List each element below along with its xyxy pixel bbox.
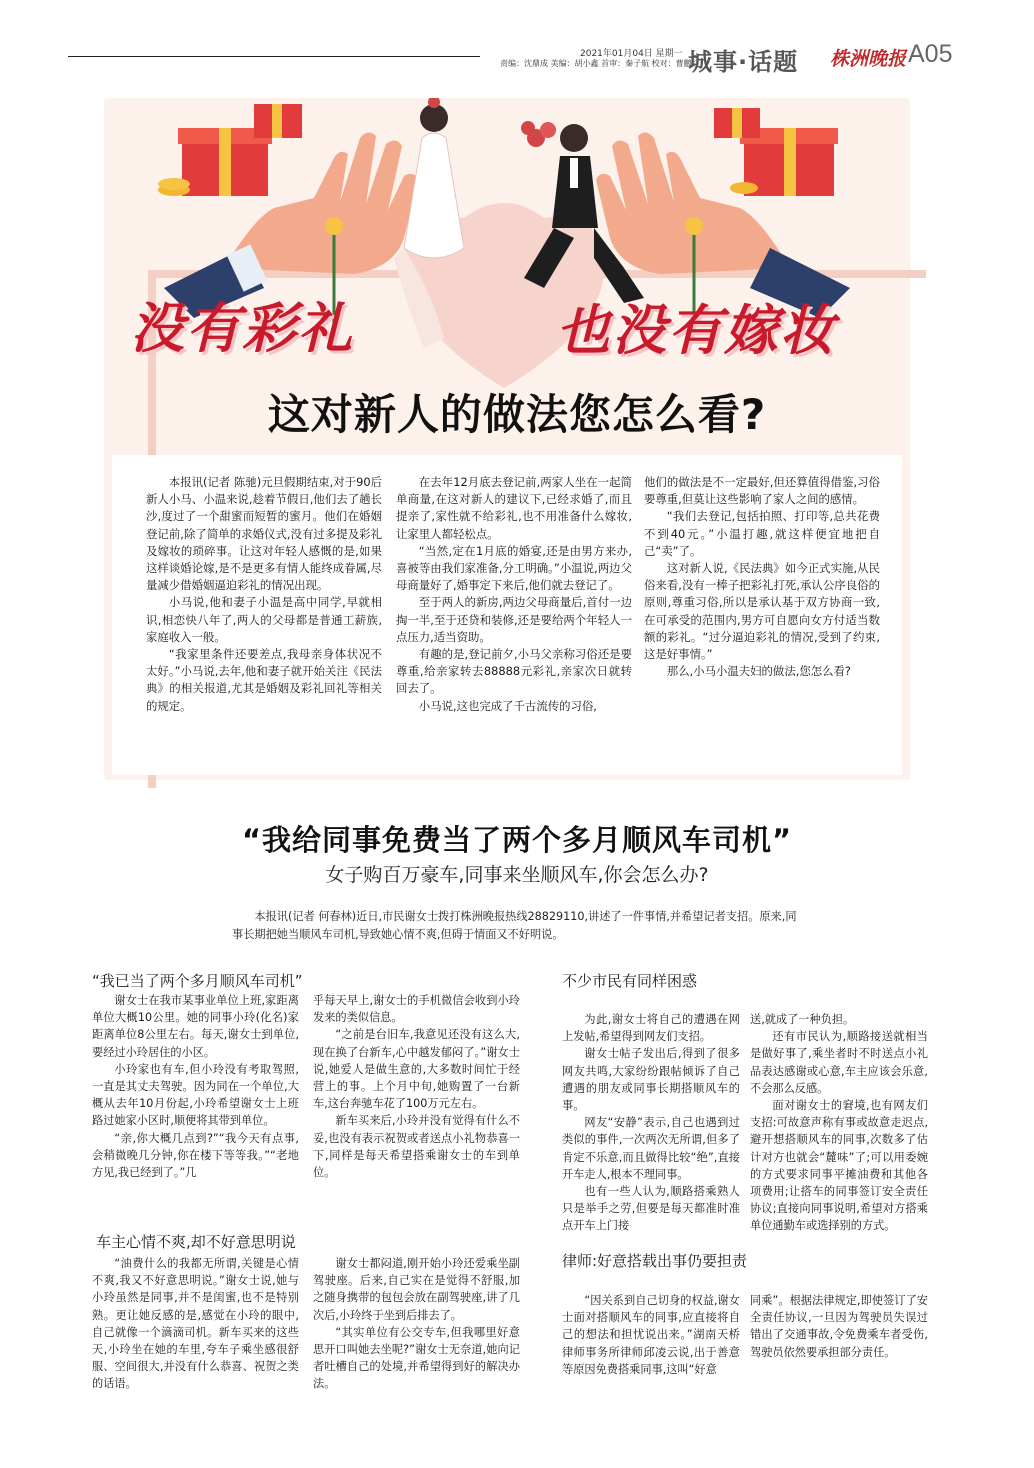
story1-column-1 — [146, 474, 382, 715]
story1-column-2 — [396, 474, 632, 715]
paragraph: “油费什么的我都无所谓,关键是心情不爽,我又不好意思明说。”谢女士说,她与小玲虽然是同事,并不是闺蜜,也不是特别熟。更让她反感的是,感觉在小玲的眼中,自己就像一个滴滴司机。新车买来的这些天,小玲坐在她的车里,夸车子乘坐感很舒服、空间很大,并没有什么恭喜、祝贺之类的话语。 — [92, 1257, 299, 1391]
editors-line: 责编：沈鼎成 美编：胡小鑫 首审：秦子航 校对：曹鹏红 — [500, 59, 700, 68]
paragraph: 他们的做法是不一定最好,但还算值得借鉴,习俗要尊重,但莫让这些影响了家人之间的感情。 — [644, 475, 880, 507]
story2-title: “我给同事免费当了两个多月顺风车司机” — [241, 823, 793, 857]
dateline: 2021年01月04日 星期一 — [580, 49, 683, 59]
paragraph: 网友“安静”表示,自己也遇到过类似的事件,一次两次无所谓,但多了肯定不乐意,而且做得比较“绝”,直接开车走人,根本不理同事。 — [562, 1116, 740, 1181]
story1-column-3 — [644, 474, 880, 680]
paragraph: 小马说,这也完成了千古流传的习俗, — [418, 698, 597, 713]
paragraph: 为此,谢女士将自己的遭遇在网上发帖,希望得到网友们支招。 — [562, 1013, 740, 1044]
paragraph: 送,就成了一种负担。 — [750, 1013, 855, 1026]
headline-left: 没有彩礼 — [130, 297, 354, 360]
paragraph: 本报讯(记者 何春林)近日,市民谢女士拨打株洲晚报热线28829110,讲述了一件事情,并希望记者支招。原来,同事长期把她当顺风车司机,导致她心情不爽,但碍于情面又不好明说。 — [232, 910, 797, 941]
headline-right: 也没有嫁妆 — [556, 299, 836, 362]
story2-subtitle: 女子购百万豪车,同事来坐顺风车,你会怎么办? — [325, 864, 709, 886]
paragraph: 乎每天早上,谢女士的手机微信会收到小玲发来的类似信息。 — [313, 994, 520, 1025]
paragraph: 谢女士在我市某事业单位上班,家距离单位大概10公里。她的同事小玲(化名)家距离单位8公里左右。每天,谢女士到单位,要经过小玲居住的小区。 — [92, 994, 299, 1059]
subhead-1: “我已当了两个多月顺风车司机” — [92, 972, 303, 990]
paragraph: “其实单位有公交专车,但我哪里好意思开口叫她去坐呢?”谢女士无奈道,她向记者吐槽自己的处境,并希望得到好的解决办法。 — [313, 1325, 520, 1391]
subhead-2: 车主心情不爽,却不好意思明说 — [96, 1233, 296, 1251]
story2-column-b — [313, 992, 520, 1181]
paragraph: 那么,小马小温夫妇的做法,您怎么看? — [666, 664, 851, 679]
header-rule — [68, 56, 480, 57]
subhead-3: 不少市民有同样困惑 — [562, 972, 698, 990]
subhead-4: 律师:好意搭载出事仍要担责 — [562, 1252, 748, 1270]
story2-lead — [232, 908, 802, 944]
paragraph: “我家里条件还要差点,我母亲身体状况不太好。”小马说,去年,他和妻子就开始关注《民法典》的相关报道,尤其是婚姻及彩礼回礼等相关的规定。 — [146, 647, 382, 713]
section-title: 城事·话题 — [688, 48, 799, 76]
paragraph: 在去年12月底去登记前,两家人坐在一起简单商量,在这对新人的建议下,已经求婚了,而且提亲了,家性就不给彩礼,也不用准备什么嫁妆,让家里人都轻松点。 — [396, 475, 632, 541]
story2-column-g — [562, 1292, 740, 1378]
story2-column-a — [92, 992, 299, 1181]
paragraph: 小马说,他和妻子小温是高中同学,早就相识,相恋快八年了,两人的父母都是普通工薪族,家庭收入一般。 — [146, 595, 382, 644]
page-number: A05 — [908, 40, 953, 68]
paragraph: 本报讯(记者 陈驰)元旦假期结束,对于90后新人小马、小温来说,趁着节假日,他们去了趟长沙,度过了一个甜蜜而短暂的蜜月。他们在婚姻登记前,除了简单的求婚仪式,没有过多提及彩礼及嫁妆的琐碎事。让这对年轻人感慨的是,如果这样谈婚论嫁,是不是更多有情人能终成眷属,尽量减少借婚姻逼迫彩礼的情况出现。 — [146, 475, 382, 593]
paragraph: “亲,你大概几点到?”“我今天有点事,会稍微晚几分钟,你在楼下等等我。”“老地方见,我已经到了。”几 — [92, 1131, 299, 1180]
paragraph: “当然,定在1月底的婚宴,还是由男方来办,喜被等由我们家准备,分工明确。”小温说,两边父母商量好了,婚事定下来后,他们就去登记了。 — [396, 543, 632, 593]
paragraph: 小玲家也有车,但小玲没有考取驾照,一直是其丈夫驾驶。因为同在一个单位,大概从去年10月份起,小玲希望谢女士上班路过她家小区时,顺便将其带到单位。 — [92, 1062, 299, 1128]
paragraph: 有趣的是,登记前夕,小马父亲称习俗还是要尊重,给亲家转去88888元彩礼,亲家次日就转回去了。 — [396, 647, 632, 696]
paragraph: 同乘”。根据法律规定,即使签订了安全责任协议,一旦因为驾驶员失误过错出了交通事故,令免费乘车者受伤,驾驶员依然要承担部分责任。 — [750, 1294, 928, 1359]
gift-box-icon — [158, 104, 302, 196]
story1-title: 这对新人的做法您怎么看? — [267, 390, 767, 439]
paragraph: 新车买来后,小玲并没有觉得有什么不妥,也没有表示祝贺或者送点小礼物恭喜一下,同样是每天希望搭乘谢女士的车到单位。 — [313, 1114, 520, 1180]
paragraph: 面对谢女士的窘境,也有网友们支招:可故意声称有事或故意走迟点,避开想搭顺风车的同事,次数多了估计对方也就会“麓味”了;可以用委婉的方式要求同事平摊油费和其他各项费用;让搭车的同事签订安全责任协议;直接向同事说明,希望对方搭乘单位通勤车或选择别的方式。 — [750, 1099, 928, 1233]
newspaper-logo: 株洲晚报 — [830, 48, 907, 70]
paragraph: “我们去登记,包括拍照、打印等,总共花费不到40元。”小温打趣,就这样便宜地把自己“卖”了。 — [644, 509, 880, 558]
paragraph: 还有市民认为,顺路接送就相当是做好事了,乘坐者时不时送点小礼品表达感谢或心意,车主应该会乐意,不会那么反感。 — [750, 1030, 928, 1095]
paragraph: 也有一些人认为,顺路搭乘熟人只是举手之劳,但要是每天都准时准点开车上门接 — [562, 1185, 740, 1233]
story2-column-e — [562, 1011, 740, 1235]
story2-column-f — [750, 1011, 928, 1235]
story2-column-h — [750, 1292, 928, 1361]
gift-box-icon — [714, 108, 838, 196]
paragraph: “之前是台旧车,我意见还没有这么大,现在换了台新车,心中越发郁闷了。”谢女士说,她爱人是做生意的,大多数时间忙于经营上的事。上个月中旬,她购置了一台新车,这台奔驰车花了100万元左右。 — [313, 1028, 520, 1111]
paragraph: 谢女士都闷道,刚开始小玲还爱乘坐副驾驶座。后来,自己实在是觉得不舒服,加之随身携带的包包会放在副驾驶座,讲了几次后,小玲终于坐到后排去了。 — [313, 1257, 520, 1322]
paragraph: 谢女士帖子发出后,得到了很多网友共鸣,大家纷纷跟帖倾诉了自己遭遇的朋友或同事长期搭顺风车的事。 — [562, 1047, 740, 1113]
paragraph: 至于两人的新房,两边父母商量后,首付一边掏一半,至于还贷和装修,还是要给两个年轻人一点压力,适当资助。 — [396, 595, 632, 644]
story2-column-d — [313, 1255, 520, 1393]
paragraph: “因关系到自己切身的权益,谢女士面对搭顺风车的同事,应直接将自己的想法和担忧说出来。”湖南天桥律师事务所律师邱凌云说,出于善意等原因免费搭乘同事,这叫“好意 — [562, 1294, 740, 1376]
paragraph: 这对新人说,《民法典》如今正式实施,从民俗来看,没有一棒子把彩礼打死,承认公序良俗的原则,尊重习俗,所以是承认基于双方协商一致,在可承受的范围内,男方可自愿向女方付适当数额的彩礼。“过分逼迫彩礼的情况,受到了约束,这是好事情。” — [644, 561, 880, 662]
story2-column-c — [92, 1255, 299, 1393]
